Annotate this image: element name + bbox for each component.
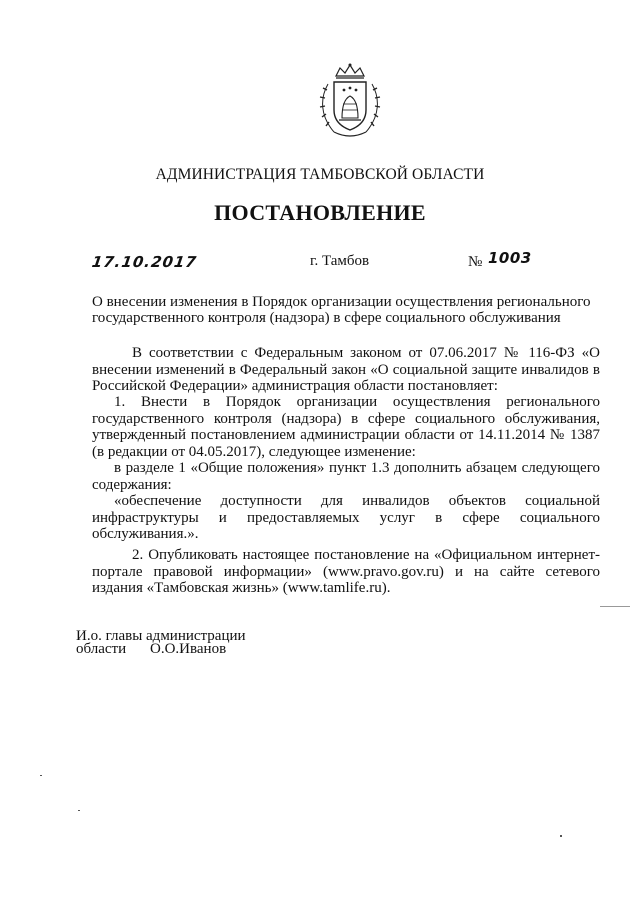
scan-artifact — [78, 810, 80, 811]
item-1-text-paragraph: «обеспечение доступности для инвалидов объектов социальной инфраструктуры и предоставляемых услуг в сфере социального обслуживания.». — [92, 493, 600, 542]
document-city: г. Тамбов — [310, 253, 370, 269]
item-1-section-paragraph: в разделе 1 «Общие положения» пункт 1.3 дополнить абзацем следующего содержания: — [92, 460, 600, 493]
document-date: 17.10.2017 — [90, 253, 199, 271]
document-number: 1003 — [488, 249, 532, 267]
signatory-position: И.о. главы администрации — [76, 628, 246, 644]
scan-artifact — [600, 606, 630, 607]
signatory-name: О.О.Иванов — [150, 641, 227, 657]
item-2-paragraph: 2. Опубликовать настоящее постановление на «Официальном интернет-портале правовой информации» (www.pravo.gov.ru) и на сайте сетевого издания «Тамбовская жизнь» (www.tamlife.ru). — [92, 547, 600, 596]
scan-artifact — [40, 775, 42, 776]
coat-of-arms-icon — [316, 62, 384, 142]
scan-artifact — [560, 835, 562, 837]
signatory-position-line2: области — [76, 641, 127, 657]
document-number-label: № — [468, 254, 483, 270]
organization-name: АДМИНИСТРАЦИЯ ТАМБОВСКОЙ ОБЛАСТИ — [155, 166, 485, 183]
document-type-title: ПОСТАНОВЛЕНИЕ — [214, 200, 426, 225]
preamble-paragraph: В соответствии с Федеральным законом от 07.06.2017 № 116-ФЗ «О внесении изменений в Федеральный закон «О социальной защите инвалидов в Российской Федерации» администрация области постановляет: — [92, 345, 600, 394]
document-subject: О внесении изменения в Порядок организации осуществления регионального государственного контроля (надзора) в сфере социального обслуживания — [92, 294, 591, 326]
item-1-paragraph: 1. Внести в Порядок организации осуществления регионального государственного контроля (надзора) в сфере социального обслуживания, утвержденный постановлением администрации области от 14.11.2014 № 1387 (в редакции от 04.05.2017), следующее изменение: — [92, 394, 600, 460]
